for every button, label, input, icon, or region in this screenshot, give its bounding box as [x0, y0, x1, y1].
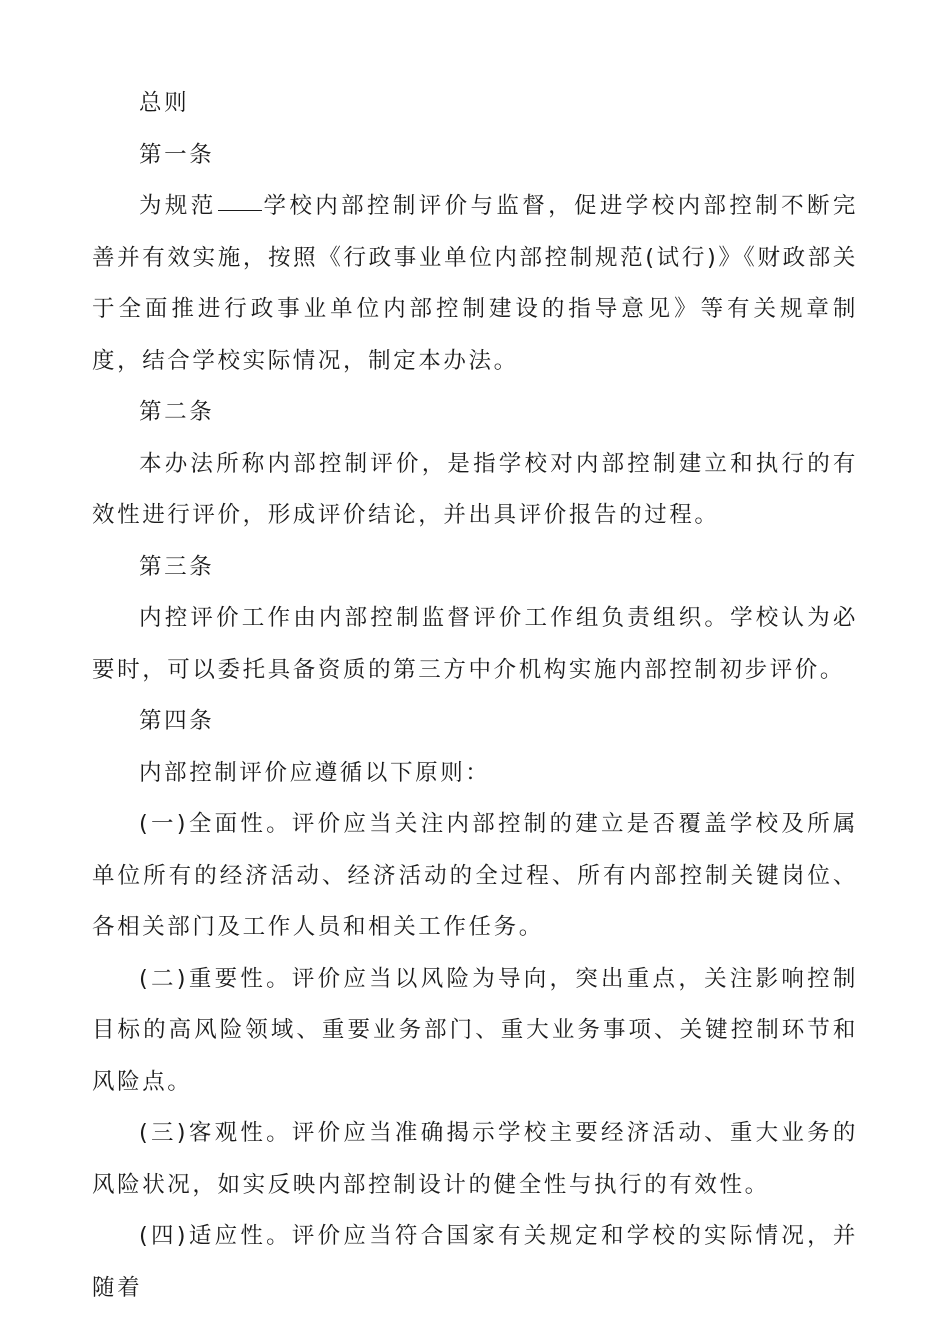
article-1-title: 第一条	[139, 141, 215, 168]
document-body	[92, 78, 858, 1314]
article-2-text: 本办法所称内部控制评价，是指学校对内部控制建立和执行的有效性进行评价，形成评价结论，并出具评价报告的过程。	[92, 450, 858, 528]
principle-objectivity: (三)客观性。评价应当准确揭示学校主要经济活动、重大业务的风险状况，如实反映内部控制设计的健全性与执行的有效性。	[92, 1120, 858, 1198]
article-3-title: 第三条	[139, 553, 215, 580]
principle-adaptability: (四)适应性。评价应当符合国家有关规定和学校的实际情况，并随着	[92, 1223, 858, 1301]
article-2-title: 第二条	[139, 399, 215, 425]
principle-comprehensiveness: (一)全面性。评价应当关注内部控制的建立是否覆盖学校及所属单位所有的经济活动、经济活动的全过程、所有内部控制关键岗位、各相关部门及工作人员和相关工作任务。	[92, 811, 858, 940]
article-1-text-rest: 学校内部控制评价与监督，促进学校内部控制不断完善并有效实施，按照《行政事业单位内部控制规范(试行)》《财政部关于全面推进行政事业单位内部控制建设的指导意见》等有关规章制度，结合学校实际情况，制定本办法。	[92, 193, 858, 374]
article-3-text: 内控评价工作由内部控制监督评价工作组负责组织。学校认为必要时，可以委托具备资质的第三方中介机构实施内部控制初步评价。	[92, 605, 858, 683]
fill-in-blank	[218, 208, 262, 211]
article-4-intro: 内部控制评价应遵循以下原则：	[139, 759, 491, 786]
article-4-title: 第四条	[139, 708, 215, 734]
article-1-text	[92, 181, 858, 387]
section-heading: 总则	[139, 90, 190, 116]
article-1-text-start: 为规范	[139, 193, 217, 219]
principle-importance: (二)重要性。评价应当以风险为导向，突出重点，关注影响控制目标的高风险领域、重要业务部门、重大业务事项、关键控制环节和风险点。	[92, 965, 858, 1095]
